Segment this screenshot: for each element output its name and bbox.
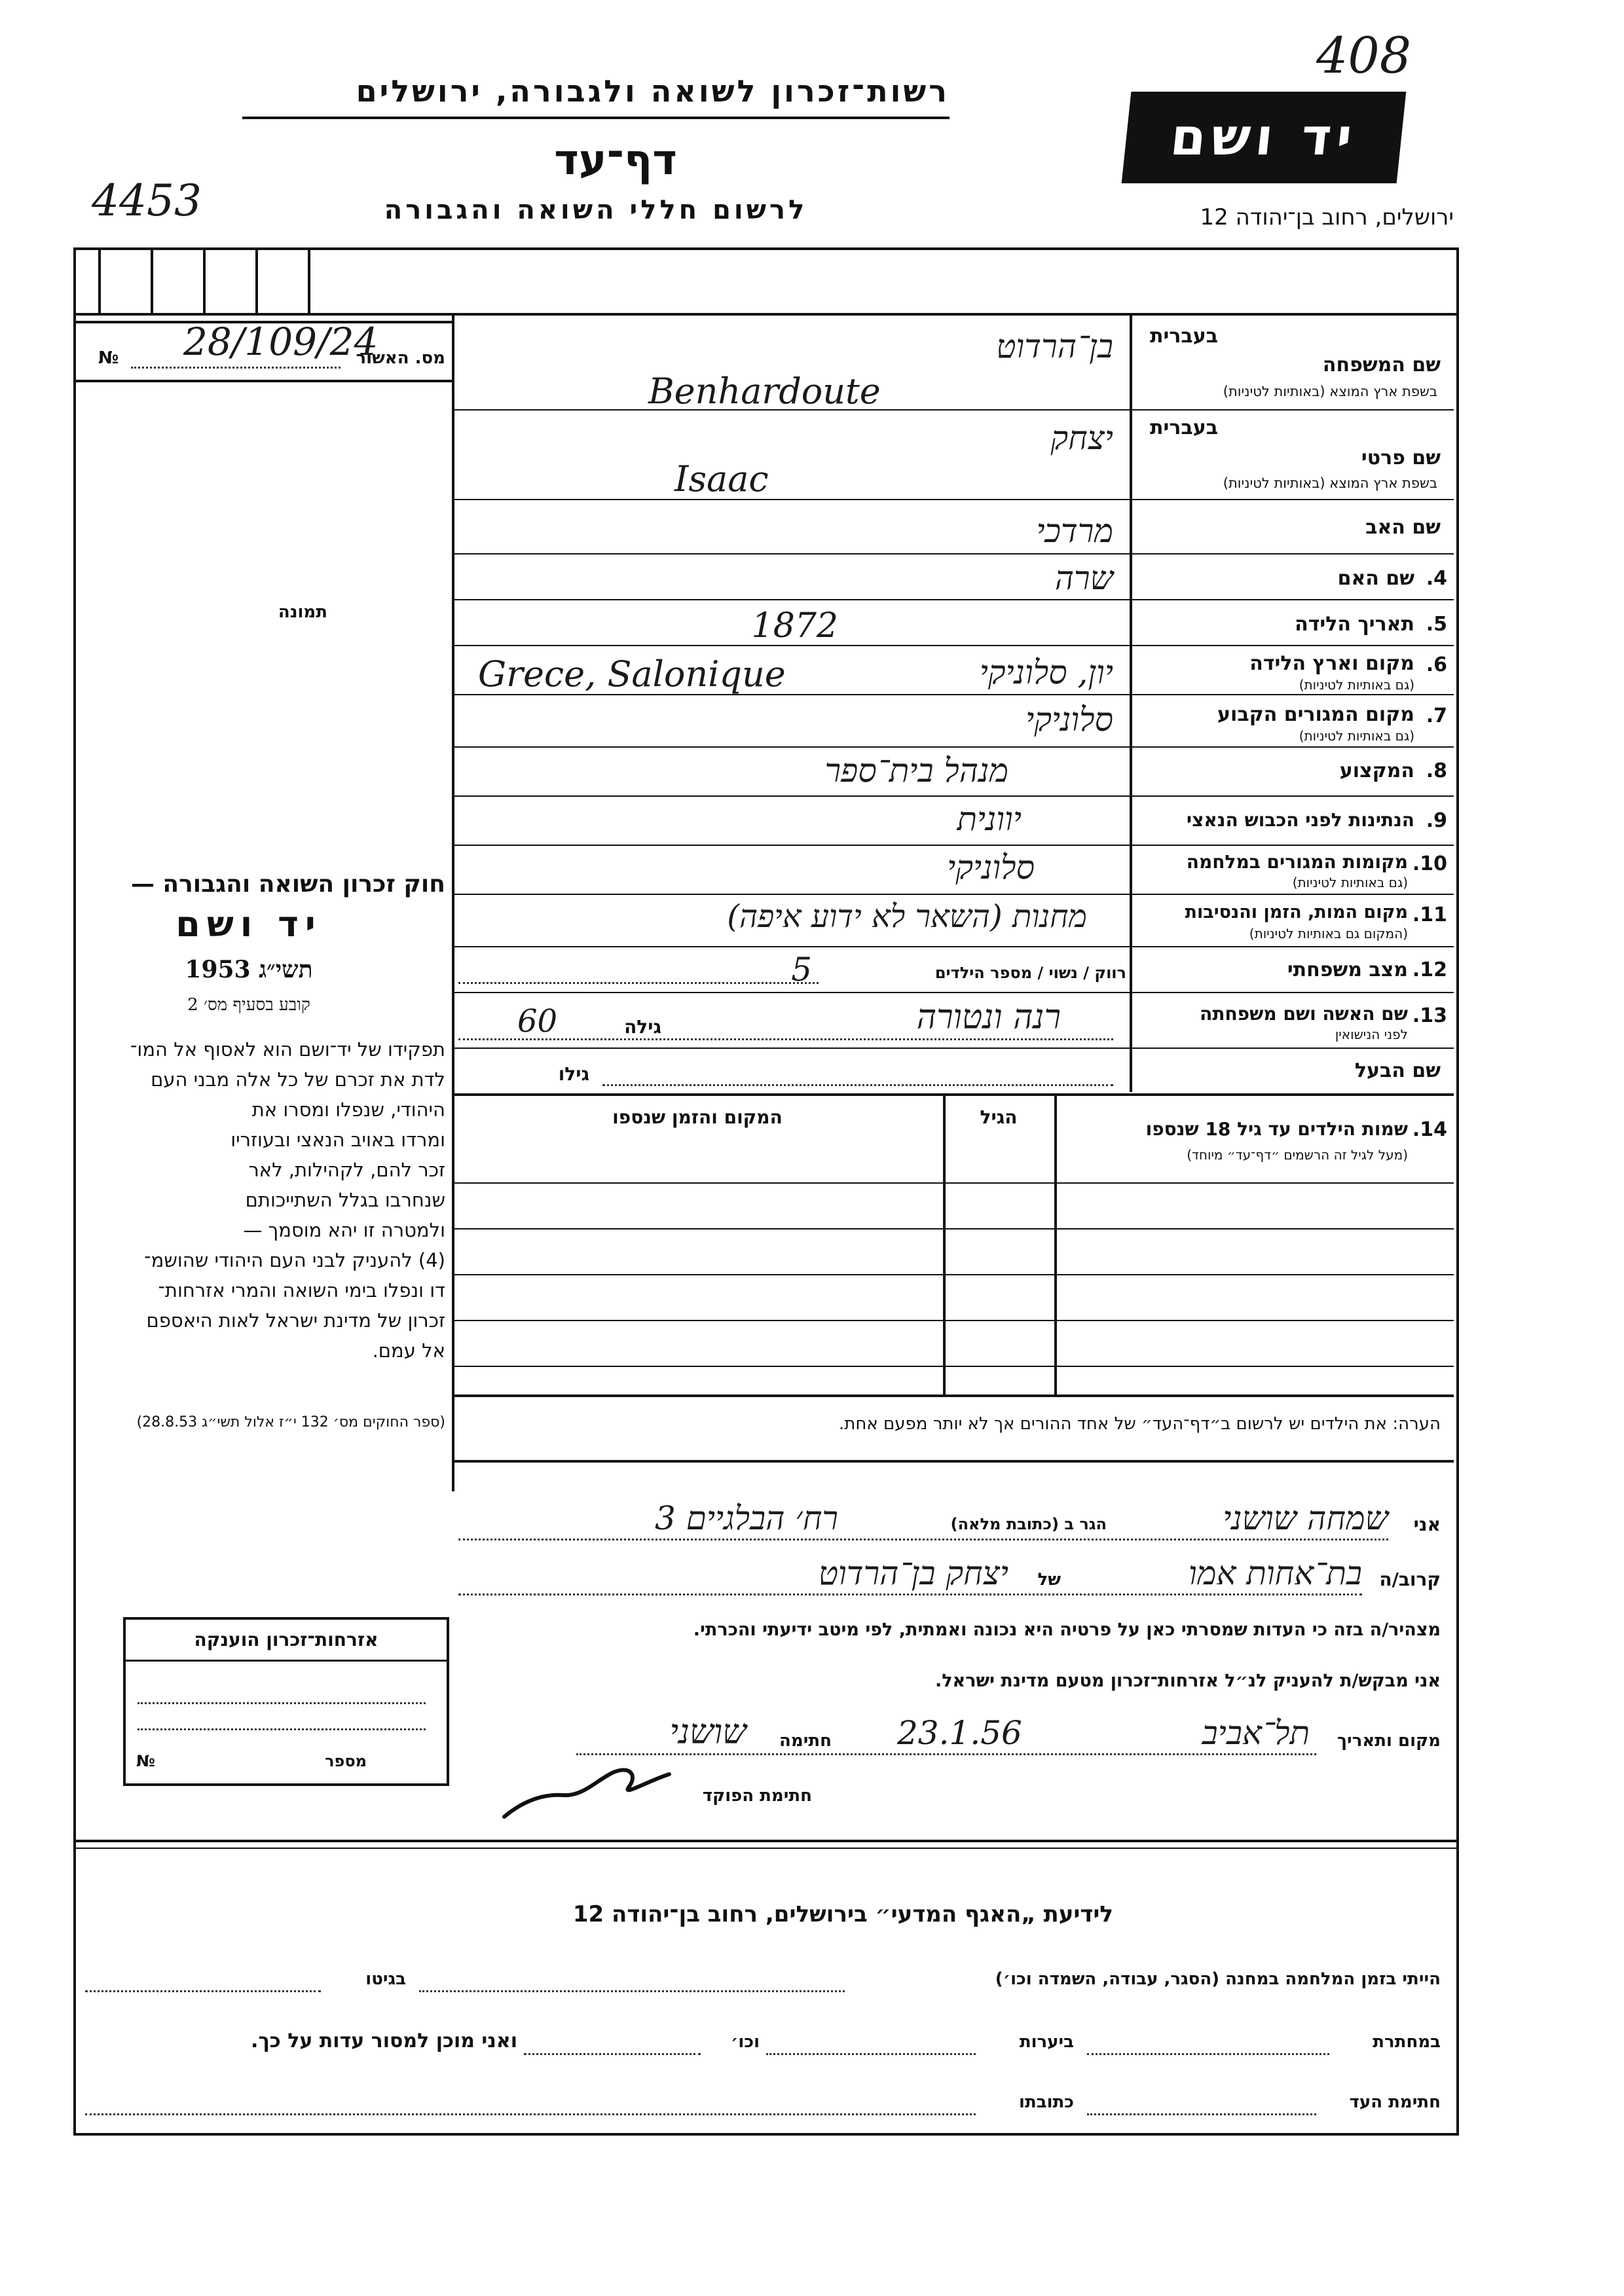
field-11-sub: (המקום גם באותיות לטיניות) bbox=[1249, 926, 1408, 941]
children-row-rule bbox=[452, 1274, 1454, 1275]
children-header-rule bbox=[452, 1182, 1454, 1184]
archive-line3-b: כתובתו bbox=[1019, 2092, 1074, 2112]
field-5-label: תאריך הלידה bbox=[1295, 613, 1414, 636]
archive-line3-underline bbox=[1087, 2113, 1316, 2115]
field-row-rule bbox=[452, 946, 1454, 947]
children-note: הערה: את הילדים יש לרשום ב״דף־העד״ של אחד ההורים אך לא יותר מפעם אחת. bbox=[839, 1414, 1441, 1434]
children-row-rule bbox=[452, 1366, 1454, 1367]
field-row-rule bbox=[452, 553, 1454, 555]
field-13-label: שם האשה ושם משפחתה bbox=[1200, 1003, 1408, 1025]
photo-label: תמונה bbox=[278, 602, 327, 622]
archive-line2-underline-c bbox=[524, 2053, 701, 2055]
archive-line2-underline-b bbox=[766, 2053, 976, 2055]
field-10-sub: (גם באותיות לטיניות) bbox=[1292, 875, 1408, 890]
field-13-age-value: 60 bbox=[517, 1003, 558, 1040]
serial-no-sign: № bbox=[98, 348, 119, 368]
field-section-rule bbox=[452, 1093, 1454, 1096]
field-8-value: מנהל בית־ספר bbox=[824, 752, 1008, 790]
serial-label: מס. האשור bbox=[356, 348, 445, 368]
archive-line2-c: וכו׳ bbox=[730, 2032, 760, 2052]
bottom-section-rule bbox=[73, 1840, 1456, 1842]
field-12-number: 12. bbox=[1412, 958, 1447, 981]
header-rule bbox=[242, 117, 950, 119]
form-subtitle: לרשום חללי השואה והגבורה bbox=[384, 195, 808, 225]
field-7-number: 7. bbox=[1426, 704, 1447, 727]
logo-text: יד ושם bbox=[1168, 108, 1360, 167]
field-10-label: מקומות המגורים במלחמה bbox=[1186, 851, 1408, 873]
strip-cell-divider bbox=[98, 247, 101, 313]
law-text-line: לדת את זכרם של כל אלה מבני העם bbox=[151, 1068, 445, 1091]
field-2-value-latin: Isaac bbox=[674, 458, 769, 500]
field-9-number: 9. bbox=[1426, 809, 1447, 832]
field-12-children-count: 5 bbox=[791, 951, 812, 989]
decl-line2-of: של bbox=[1037, 1570, 1061, 1590]
law-text-line: שנחרבו בגלל השתייכותם bbox=[245, 1189, 445, 1211]
field-husband-age-label: גילו bbox=[558, 1063, 589, 1085]
field-row-rule bbox=[452, 992, 1454, 993]
label-column-divider bbox=[1130, 313, 1132, 1092]
officer-signature-scribble bbox=[498, 1755, 681, 1833]
decl-line2-relation: בת־אחות אמו bbox=[1189, 1554, 1362, 1592]
field-6-value-hebrew: יון, סלוניקי bbox=[979, 653, 1113, 691]
children-number: 14. bbox=[1412, 1118, 1447, 1141]
field-7-label: מקום המגורים הקבוע bbox=[1217, 703, 1414, 726]
law-text-line: זכרון של מדינת ישראל לאות היאספם bbox=[146, 1309, 445, 1332]
yad-vashem-logo bbox=[1122, 92, 1407, 183]
strip-cell-divider bbox=[203, 247, 206, 313]
children-bottom-rule bbox=[452, 1394, 1454, 1397]
decl-line2-label: קרוב/ה bbox=[1379, 1569, 1441, 1590]
law-text-line: תפקידו של יד־ושם הוא לאסוף אל המו־ bbox=[130, 1038, 445, 1061]
decl-place-date-label: מקום ותאריך bbox=[1337, 1731, 1441, 1751]
decl-signature-value: שושני bbox=[669, 1713, 747, 1752]
field-6-label: מקום וארץ הלידה bbox=[1249, 652, 1414, 675]
field-row-rule bbox=[452, 499, 1454, 500]
decl-line1-address: רח׳ הבלגיים 3 bbox=[654, 1499, 838, 1537]
law-text-line: ומרדו באויב הנאצי ובעוזריו bbox=[231, 1129, 445, 1151]
decl-line2-underline bbox=[458, 1594, 1362, 1595]
law-text-line: זכר להם, לקהילות, לאר bbox=[248, 1159, 445, 1181]
field-4-label: שם האם bbox=[1337, 567, 1414, 590]
field-1-sub: בשפת ארץ המוצא (באותיות לטיניות) bbox=[1223, 384, 1437, 399]
citizenship-box-line bbox=[138, 1728, 426, 1730]
children-row-rule bbox=[452, 1228, 1454, 1230]
frame-top-rule bbox=[73, 247, 1456, 250]
form-title: דף־עד bbox=[554, 136, 677, 185]
law-text-line: דו ונפלו בימי השואה והמרי אזרחות־ bbox=[158, 1279, 445, 1302]
decl-signature-label: חתימה bbox=[779, 1731, 832, 1751]
left-column-rule bbox=[73, 380, 452, 382]
citizenship-box-line bbox=[138, 1702, 426, 1704]
field-10-number: 10. bbox=[1412, 852, 1447, 875]
field-row-rule bbox=[452, 645, 1454, 646]
citizenship-box bbox=[123, 1617, 449, 1786]
archive-line1-underline-b bbox=[85, 1990, 321, 1992]
field-row-rule bbox=[452, 894, 1454, 895]
field-6-number: 6. bbox=[1426, 653, 1447, 676]
authority-name: רשות־זכרון לשואה ולגבורה, ירושלים bbox=[356, 73, 950, 109]
field-6-value-latin: Grece, Salonique bbox=[478, 653, 786, 695]
field-1-label: שם המשפחה bbox=[1322, 354, 1441, 376]
children-col-divider bbox=[943, 1093, 946, 1394]
archive-line3-a: חתימת העד bbox=[1349, 2092, 1441, 2112]
field-1-hebrew-tag: בעברית bbox=[1150, 325, 1218, 348]
law-heading: חוק זכרון השואה והגבורה — bbox=[130, 871, 445, 898]
field-row-rule bbox=[452, 795, 1454, 797]
field-13-sub: לפני הנישואין bbox=[1335, 1027, 1408, 1042]
field-3-value: מרדכי bbox=[1036, 512, 1113, 550]
decl-statement: מצהיר/ה בזה כי העדות שמסרתי כאן על פרטיה היא נכונה ואמתית, לפי מיטב ידיעתי והכרתי. bbox=[693, 1620, 1441, 1640]
law-year: תשי״ג 1953 bbox=[185, 956, 313, 983]
strip-cell-divider bbox=[151, 247, 153, 313]
archive-heading: לידיעת „האגף המדעי״ בירושלים, רחוב בן־יהודה 12 bbox=[572, 1901, 1113, 1927]
decl-line1-label: אני bbox=[1413, 1514, 1441, 1535]
law-text-line: (4) להעניק לבני העם היהודי שהושמ־ bbox=[144, 1249, 445, 1271]
field-12-marital-options: רווק / נשוי / מספר הילדים bbox=[934, 964, 1126, 982]
field-8-number: 8. bbox=[1426, 759, 1447, 782]
header-address: ירושלים, רחוב בן־יהודה 12 bbox=[1200, 204, 1454, 230]
field-11-label: מקום המות, הזמן והנסיבות bbox=[1185, 902, 1408, 922]
citizenship-box-title: אזרחות־זכרון הוענקה bbox=[126, 1620, 447, 1662]
decl-place: תל־אביב bbox=[1202, 1714, 1310, 1752]
left-column-divider bbox=[452, 313, 454, 1491]
field-2-hebrew-tag: בעברית bbox=[1150, 416, 1218, 439]
law-text-line: היהודי, שנפלו ומסרו את bbox=[251, 1099, 445, 1121]
field-10-value: סלוניקי bbox=[947, 848, 1035, 886]
archive-line2-underline bbox=[1087, 2053, 1329, 2055]
field-8-label: המקצוע bbox=[1339, 759, 1414, 782]
decl-line2-name: יצחק בן־הרדוט bbox=[818, 1554, 1008, 1592]
archive-line2-b: ביערות bbox=[1019, 2032, 1074, 2052]
field-5-value: 1872 bbox=[751, 606, 838, 646]
law-text-line: אל עמם. bbox=[372, 1339, 445, 1362]
citizenship-number-label: מספר bbox=[325, 1752, 367, 1770]
archive-line2-a: במחתרת bbox=[1373, 2032, 1441, 2052]
field-11-number: 11. bbox=[1412, 903, 1447, 926]
field-row-rule bbox=[452, 409, 1454, 410]
strip-bottom-rule bbox=[73, 313, 1456, 316]
law-clause: קובע בסעיף מס׳ 2 bbox=[187, 995, 310, 1015]
decl-line1-middle: הגר ב (כתובת מלאה) bbox=[950, 1515, 1107, 1533]
decl-signature-underline bbox=[576, 1753, 1316, 1755]
handwritten-top-number: 408 bbox=[1316, 26, 1412, 84]
children-label: שמות הילדים עד גיל 18 שנספו bbox=[1145, 1118, 1408, 1140]
field-1-value-latin: Benhardoute bbox=[648, 371, 881, 412]
law-name: יד ושם bbox=[175, 903, 322, 945]
field-4-number: 4. bbox=[1426, 567, 1447, 590]
bottom-section-rule-2 bbox=[73, 1848, 1456, 1849]
archive-line2-d: ואני מוכן למסור עדות על כך. bbox=[251, 2030, 517, 2052]
strip-cell-divider bbox=[308, 247, 310, 313]
citizenship-no-sign: № bbox=[136, 1752, 155, 1770]
decl-line1-underline bbox=[458, 1539, 1388, 1540]
field-3-label: שם האב bbox=[1365, 516, 1441, 539]
field-12-label: מצב משפחתי bbox=[1287, 958, 1408, 981]
children-row-rule bbox=[452, 1320, 1454, 1321]
officer-signature-label: חתימת הפוקד bbox=[702, 1786, 812, 1806]
serial-value: 28/109/24 bbox=[183, 319, 378, 364]
field-13-number: 13. bbox=[1412, 1004, 1447, 1027]
archive-line1-b: בגיטו bbox=[365, 1969, 406, 1989]
field-2-sub: בשפת ארץ המוצא (באותיות לטיניות) bbox=[1223, 475, 1437, 491]
field-7-value: סלוניקי bbox=[1025, 701, 1113, 738]
field-row-rule bbox=[452, 1048, 1454, 1049]
field-2-value-hebrew: יצחק bbox=[1050, 419, 1113, 457]
field-9-label: הנתינות לפני הכבוש הנאצי bbox=[1186, 809, 1414, 831]
field-6-sub: (גם באותיות לטיניות) bbox=[1299, 677, 1414, 693]
field-4-value: שרה bbox=[1054, 559, 1113, 597]
field-2-label: שם פרטי bbox=[1361, 446, 1441, 469]
law-text-block bbox=[77, 1034, 445, 1366]
field-12-underline bbox=[458, 982, 819, 984]
field-row-rule bbox=[452, 845, 1454, 846]
field-13-value: רנה ונטורה bbox=[916, 998, 1061, 1037]
decl-line1-name: שמחה שושני bbox=[1223, 1499, 1388, 1537]
decl-date: 23.1.56 bbox=[897, 1714, 1022, 1752]
law-text-line: ולמטרה זו יהא מוסמך — bbox=[243, 1219, 445, 1241]
decl-request: אני מבקש/ת להעניק לנ״ל אזרחות־זכרון מטעם מדינת ישראל. bbox=[934, 1671, 1441, 1691]
archive-line1-a: הייתי בזמן המלחמה במחנה (הסגר, עבודה, השמדה וכו׳) bbox=[995, 1969, 1441, 1989]
children-col-place: המקום והזמן שנספו bbox=[612, 1106, 783, 1128]
serial-underline bbox=[131, 367, 341, 369]
field-row-rule bbox=[452, 746, 1454, 748]
field-13-underline bbox=[458, 1038, 1113, 1040]
field-1-value-hebrew: בן־הרדוט bbox=[996, 327, 1113, 365]
field-7-sub: (גם באותיות לטיניות) bbox=[1299, 728, 1414, 744]
handwritten-left-number: 4453 bbox=[92, 175, 202, 226]
children-col-divider bbox=[1054, 1093, 1057, 1394]
field-husband-label: שם הבעל bbox=[1354, 1059, 1441, 1082]
field-husband-underline bbox=[602, 1084, 1113, 1086]
children-col-age: הגיל bbox=[980, 1106, 1018, 1128]
field-9-value: יוונית bbox=[957, 800, 1022, 838]
field-13-age-label: גילה bbox=[624, 1016, 661, 1038]
note-bottom-rule bbox=[452, 1460, 1454, 1463]
law-citation: (ספר החוקים מס׳ 132 י״ז אלול תשי״ג 28.8.53) bbox=[136, 1414, 445, 1430]
archive-line3-underline-b bbox=[85, 2113, 976, 2115]
children-sub: (מעל לגיל זה הרשמים ״דף־עד״ מיוחד) bbox=[1187, 1147, 1408, 1163]
strip-cell-divider bbox=[255, 247, 258, 313]
field-11-value: מחנות (השאר לא ידוע איפה) bbox=[727, 898, 1087, 935]
archive-line1-underline bbox=[419, 1990, 845, 1992]
field-row-rule bbox=[452, 599, 1454, 600]
field-5-number: 5. bbox=[1426, 613, 1447, 636]
